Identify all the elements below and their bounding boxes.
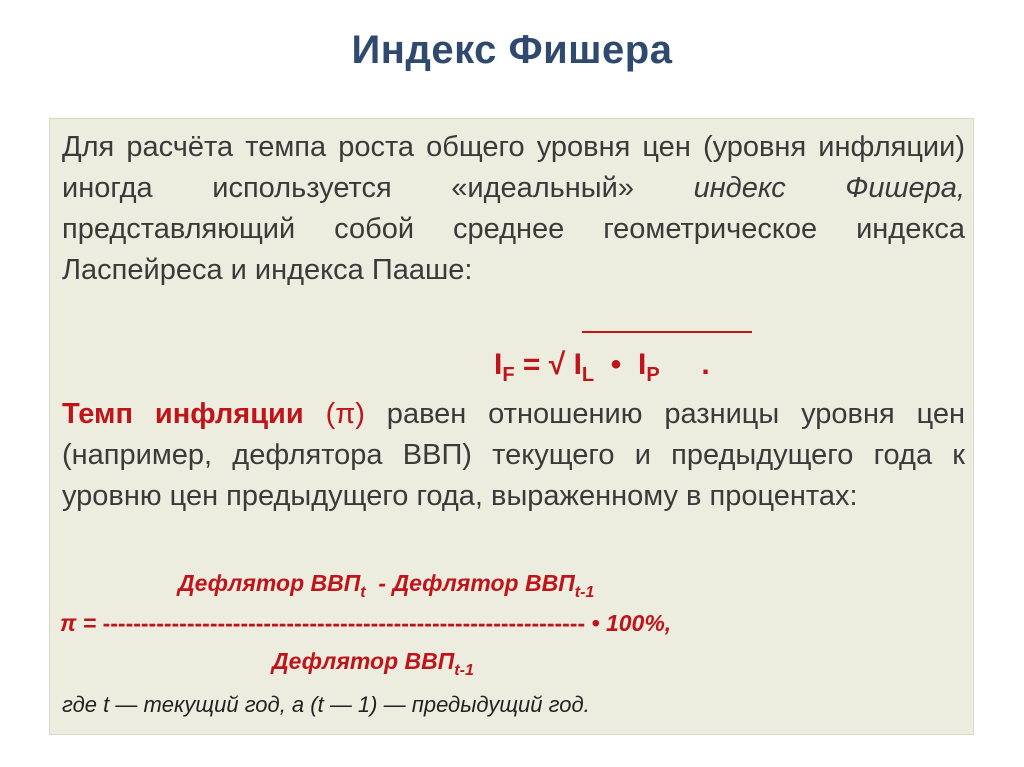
inflation-lhs: π =: [60, 610, 103, 636]
laspeyres-sub: L: [581, 364, 595, 386]
inflation-numerator: [178, 570, 595, 601]
fisher-lhs: I: [494, 348, 503, 381]
denominator-sub: t-1: [454, 662, 474, 679]
numerator-mid: - Дефлятор ВВП: [365, 570, 575, 596]
paasche-sub: P: [646, 364, 660, 386]
paasche-symbol: I: [637, 348, 647, 381]
fisher-description: [62, 127, 965, 291]
footnote: где t — текущий год, а (t — 1) — предыдущий год.: [62, 692, 590, 717]
inflation-term: Темп инфляции: [62, 398, 304, 430]
numerator-b-sub: t-1: [574, 584, 595, 601]
fisher-index-term: индекс Фишера,: [693, 172, 965, 204]
pi-symbol: (π): [325, 398, 365, 430]
fisher-eq: = √: [514, 348, 574, 381]
laspeyres-symbol: I: [573, 348, 582, 381]
fisher-text-a: Для расчёта темпа роста общего уровня цен (уровня инфляции) иногда используется «идеальный»: [62, 131, 965, 204]
inflation-text: равен отношению разницы уровня цен (например, дефлятора ВВП) текущего и предыдущего года к уровню цен предыдущего года, выраженному в процентах:: [62, 398, 965, 512]
square-root-bar: [582, 331, 752, 333]
inflation-denominator: [272, 648, 474, 679]
formula-period: .: [659, 348, 710, 381]
numerator-a: Дефлятор ВВП: [178, 570, 361, 596]
denominator: Дефлятор ВВП: [272, 648, 455, 674]
numerator-a-sub: t: [360, 584, 366, 601]
percent-multiplier: • 100%,: [585, 610, 672, 636]
fraction-dashes: ---------------------------------------------------------------: [102, 610, 586, 636]
inflation-fraction-line: [60, 610, 671, 637]
fisher-formula: [494, 348, 710, 386]
multiply-dot: •: [594, 348, 638, 381]
inflation-description: [62, 394, 965, 517]
fisher-lhs-sub: F: [502, 364, 515, 386]
fisher-text-b: представляющий собой среднее геометрическое индекса Ласпейреса и индекса Пааше:: [62, 213, 965, 286]
slide-title: Индекс Фишера: [351, 28, 673, 72]
